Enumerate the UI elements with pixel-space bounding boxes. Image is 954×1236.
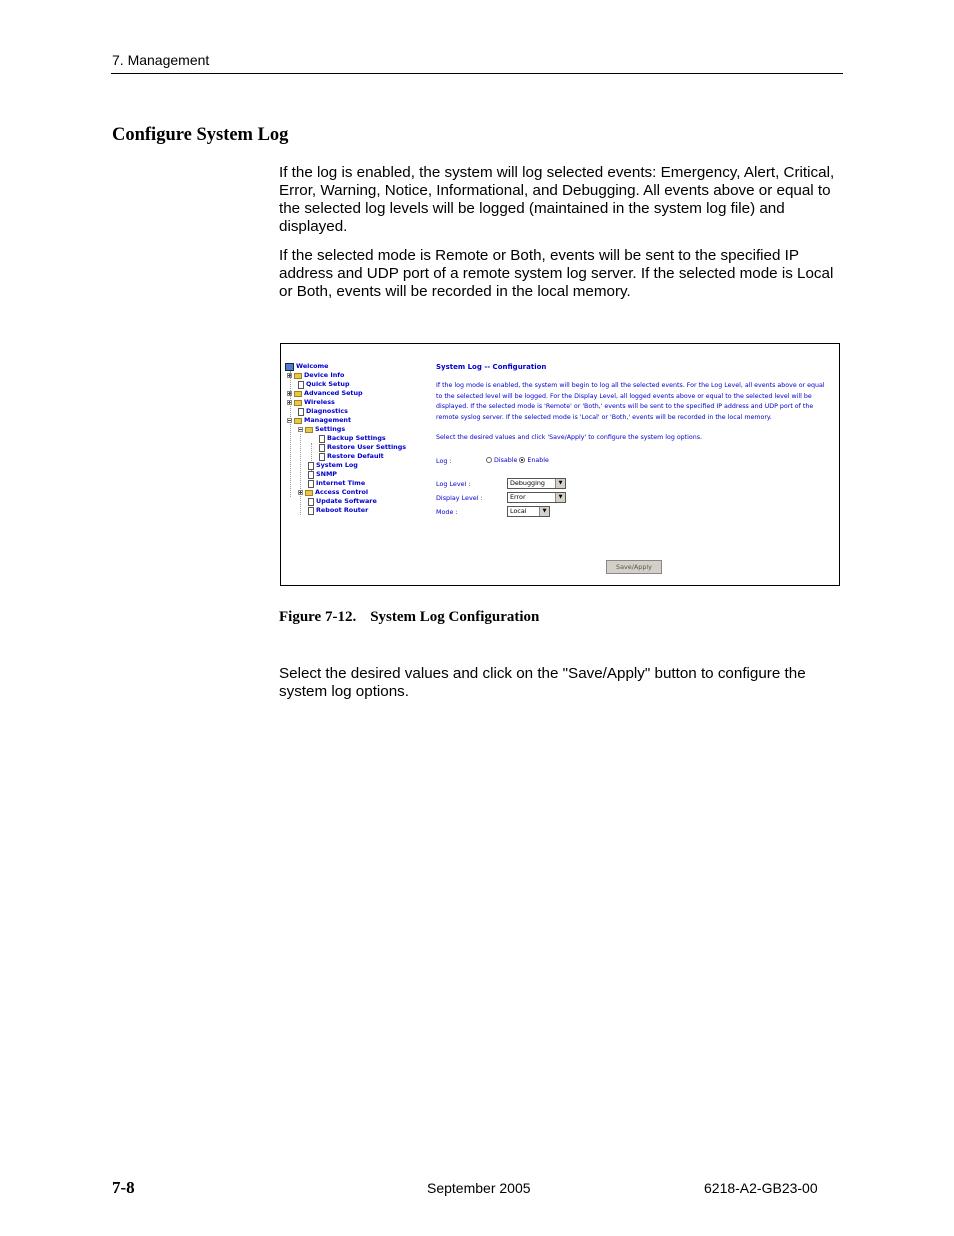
expand-icon[interactable] — [298, 490, 303, 495]
mode-select[interactable]: Local ▼ — [507, 506, 550, 517]
panel-instruction: Select the desired values and click 'Save/Apply' to configure the system log options. — [436, 434, 703, 441]
disable-radio[interactable] — [486, 457, 492, 463]
monitor-icon — [285, 363, 294, 371]
page-icon — [319, 444, 325, 452]
tree-item-diagnostics[interactable]: Diagnostics — [298, 407, 348, 416]
tree-item-update-software[interactable]: Update Software — [308, 497, 377, 506]
log-level-select[interactable]: Debugging ▼ — [507, 478, 566, 489]
page-icon — [308, 498, 314, 506]
enable-radio-label: Enable — [527, 457, 549, 464]
intro-paragraph: If the log is enabled, the system will log selected events: Emergency, Alert, Critical, Error, Warning, Notice, Informational, and Debugging. All events above or equal to the selected log levels will be logged (maintained in the system log file) and displayed. — [279, 164, 835, 235]
tree-item-advanced-setup[interactable]: Advanced Setup — [287, 389, 363, 398]
running-head: 7. Management — [112, 52, 210, 68]
expand-icon[interactable] — [287, 373, 292, 378]
page-icon — [308, 471, 314, 479]
collapse-icon[interactable] — [287, 418, 292, 423]
save-apply-button[interactable]: Save/Apply — [606, 560, 662, 574]
tree-item-management[interactable]: Management — [287, 416, 351, 425]
tree-item-backup-settings[interactable]: Backup Settings — [319, 434, 386, 443]
page-icon — [298, 381, 304, 389]
figure-title: System Log Configuration — [370, 609, 540, 625]
folder-icon — [294, 400, 302, 406]
tree-item-restore-user-settings[interactable]: Restore User Settings — [319, 443, 406, 452]
dropdown-arrow-icon[interactable]: ▼ — [555, 479, 565, 488]
page-number: 7-8 — [112, 1178, 135, 1197]
collapse-icon[interactable] — [298, 427, 303, 432]
instruction-paragraph: Select the desired values and click on the "Save/Apply" button to configure the system log options. — [279, 665, 806, 700]
tree-item-quick-setup[interactable]: Quick Setup — [298, 380, 350, 389]
folder-icon — [294, 391, 302, 397]
tree-item-settings[interactable]: Settings — [298, 425, 345, 434]
folder-icon — [294, 373, 302, 379]
page-icon — [308, 507, 314, 515]
publication-date: September 2005 — [427, 1180, 531, 1196]
log-label: Log : — [436, 457, 452, 465]
tree-item-system-log[interactable]: System Log — [308, 461, 358, 470]
tree-item-internet-time[interactable]: Internet Time — [308, 479, 365, 488]
tree-item-device-info[interactable]: Device Info — [287, 371, 344, 380]
expand-icon[interactable] — [287, 391, 292, 396]
document-number: 6218-A2-GB23-00 — [704, 1180, 818, 1196]
tree-item-reboot-router[interactable]: Reboot Router — [308, 506, 368, 515]
tree-item-wireless[interactable]: Wireless — [287, 398, 335, 407]
tree-item-welcome[interactable]: Welcome — [285, 362, 329, 371]
figure-caption — [279, 609, 539, 626]
log-level-label: Log Level : — [436, 480, 471, 488]
tree-item-access-control[interactable]: Access Control — [298, 488, 368, 497]
log-radio-group — [486, 457, 549, 464]
page-icon — [308, 480, 314, 488]
header-rule — [111, 73, 843, 74]
section-title: Configure System Log — [112, 125, 289, 145]
panel-title: System Log -- Configuration — [436, 363, 547, 371]
display-level-label: Display Level : — [436, 494, 483, 502]
disable-radio-label: Disable — [494, 457, 518, 464]
page-icon — [319, 435, 325, 443]
system-log-screenshot — [280, 343, 840, 586]
enable-radio[interactable] — [519, 457, 525, 463]
folder-icon — [305, 490, 313, 496]
panel-description: If the log mode is enabled, the system will begin to log all the selected events. For the Log Level, all events above or equal to the selected level will be logged. For the Display Level, all logged events above or equal to the selected level will be displayed. If the selected mode is 'Remote' or 'Both,' events will be sent to the specified IP address and UDP port of the remote syslog server. If the selected mode is 'Local' or 'Both,' events will be recorded in the local memory. — [436, 382, 825, 421]
display-level-select[interactable]: Error ▼ — [507, 492, 566, 503]
folder-icon — [294, 418, 302, 424]
tree-item-snmp[interactable]: SNMP — [308, 470, 337, 479]
mode-paragraph: If the selected mode is Remote or Both, events will be sent to the specified IP address and UDP port of a remote system log server. If the selected mode is Local or Both, events will be recorded in the local memory. — [279, 247, 834, 300]
page-icon — [298, 408, 304, 416]
expand-icon[interactable] — [287, 400, 292, 405]
tree-item-restore-default[interactable]: Restore Default — [319, 452, 384, 461]
dropdown-arrow-icon[interactable]: ▼ — [555, 493, 565, 502]
figure-label: Figure 7-12. — [279, 609, 357, 625]
mode-label: Mode : — [436, 508, 458, 516]
page-icon — [319, 453, 325, 461]
page-icon — [308, 462, 314, 470]
dropdown-arrow-icon[interactable]: ▼ — [539, 507, 549, 516]
folder-icon — [305, 427, 313, 433]
